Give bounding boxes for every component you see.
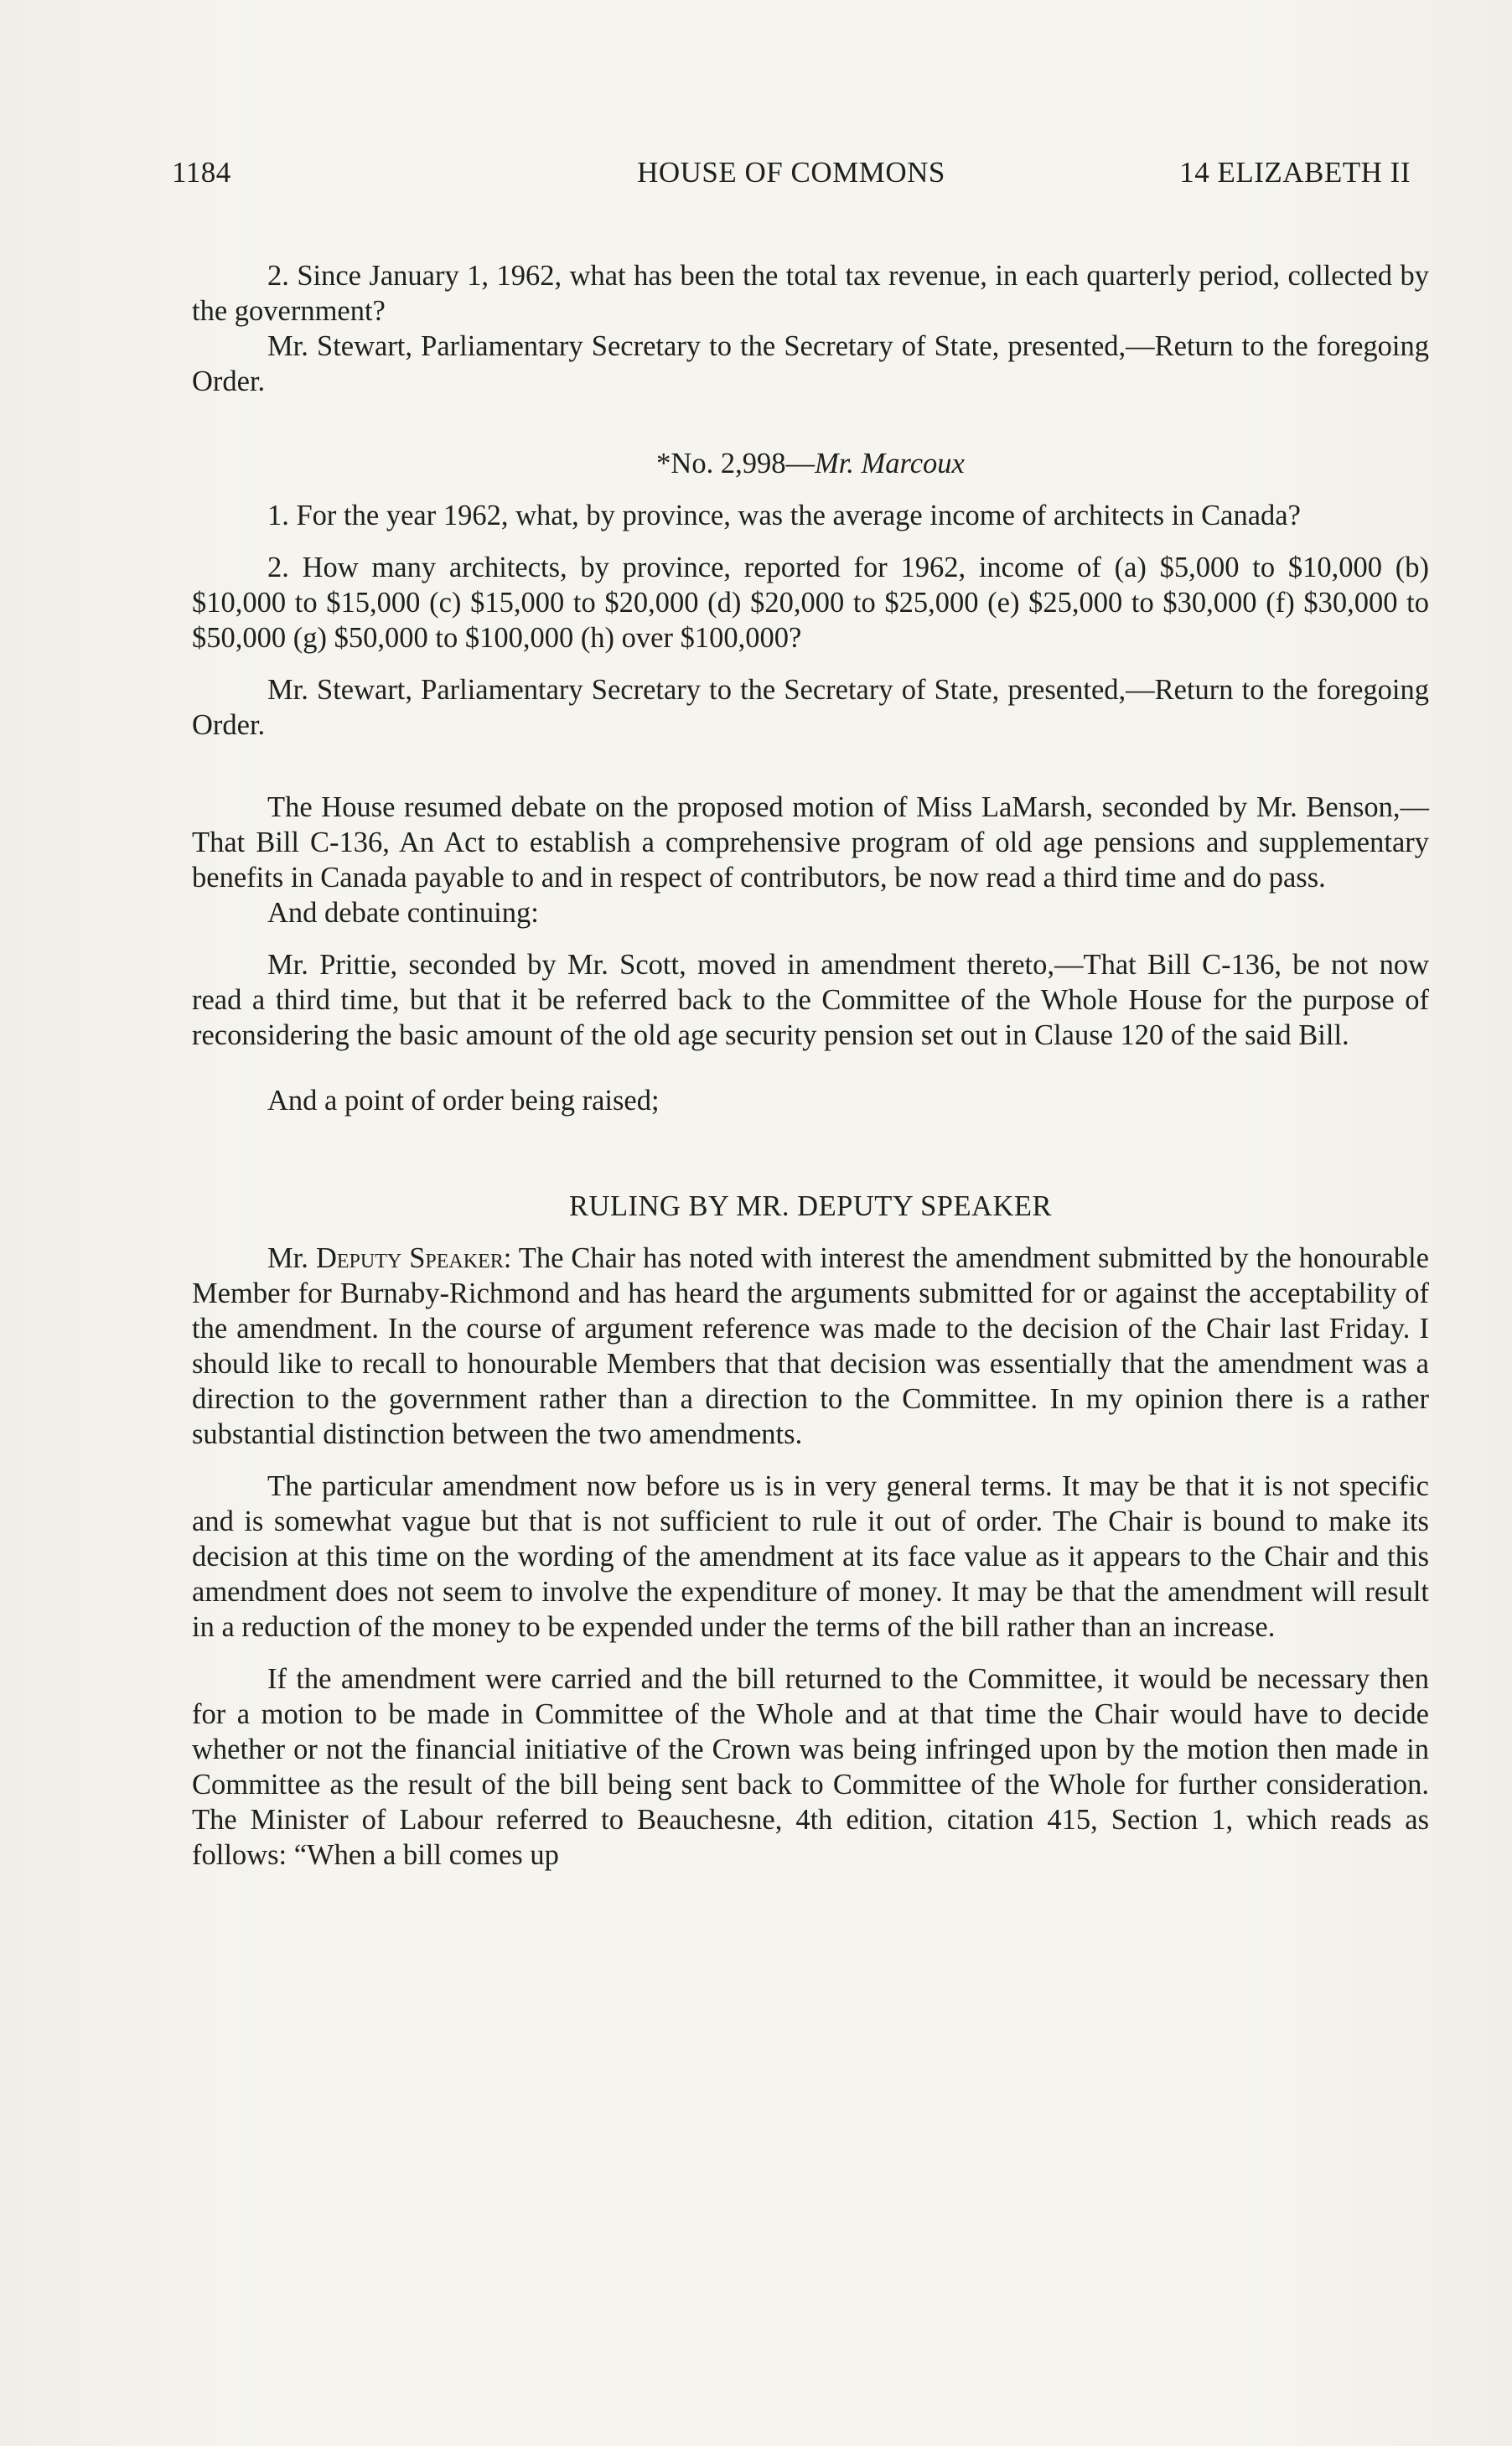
ruling-speaker-prefix: Mr. <box>267 1242 316 1274</box>
paragraph-question-1-architects: 1. For the year 1962, what, by province, was the average income of architects in Canada? <box>267 500 1301 531</box>
paragraph-return-2: Mr. Stewart, Parliamentary Secretary to the Secretary of State, presented,—Return to the foregoing Order. <box>192 674 1429 741</box>
paragraph-return-1: Mr. Stewart, Parliamentary Secretary to the Secretary of State, presented,—Return to the foregoing Order. <box>192 330 1429 397</box>
paragraph-question-2-tax-revenue: 2. Since January 1, 1962, what has been the total tax revenue, in each quarterly period, collected by the government? <box>192 260 1429 327</box>
question-member: Mr. Marcoux <box>814 448 965 479</box>
ruling-speaker-title: Deputy Speaker <box>315 1242 504 1274</box>
question-number: *No. 2,998— <box>656 448 815 479</box>
ruling-heading: RULING BY MR. DEPUTY SPEAKER <box>569 1190 1052 1222</box>
ruling-text-1: : The Chair has noted with interest the amendment submitted by the honourable Member for Burnaby-Richmond and has heard the arguments submitted for or against the acceptability of the amendment. In the course of argument reference was made to the decision of the Chair last Friday. I should like to recall to honourable Members that that decision was essentially that the amendment was a direction to the government rather than a direction to the Committee. In my opinion there is a rather substantial distinction between the two amendments. <box>192 1242 1429 1450</box>
header-session: 14 ELIZABETH II <box>1179 156 1411 189</box>
paragraph-ruling-1 <box>192 1241 1429 1452</box>
page-body <box>192 258 1429 1873</box>
page-number: 1184 <box>172 156 231 189</box>
paragraph-point-of-order: And a point of order being raised; <box>267 1085 660 1117</box>
paragraph-debate-resumed: The House resumed debate on the proposed motion of Miss LaMarsh, seconded by Mr. Benson,—That Bill C-136, An Act to establish a comprehensive program of old age pensions and supplementary benefits in Canada payable to and in respect of contributors, be now read a third time and do pass. <box>192 791 1429 894</box>
paragraph-ruling-3: If the amendment were carried and the bill returned to the Committee, it would be necessary then for a motion to be made in Committee of the Whole and at that time the Chair would have to decide whether or not the financial initiative of the Crown was being infringed upon by the motion then made in Committee as the result of the bill being sent back to Committee of the Whole for further consideration. The Minister of Labour referred to Beauchesne, 4th edition, citation 415, Section 1, which reads as follows: “When a bill comes up <box>192 1663 1429 1871</box>
paragraph-amendment: Mr. Prittie, seconded by Mr. Scott, moved in amendment thereto,—That Bill C-136, be not now read a third time, but that it be referred back to the Committee of the Whole House for the purpose of reconsidering the basic amount of the old age security pension set out in Clause 120 of the said Bill. <box>192 949 1429 1051</box>
paragraph-ruling-2: The particular amendment now before us is in very general terms. It may be that it is not specific and is somewhat vague but that is not sufficient to rule it out of order. The Chair is bound to make its decision at this time on the wording of the amendment at its face value as it appears to the Chair and this amendment does not seem to involve the expenditure of money. It may be that the amendment will result in a reduction of the money to be expended under the terms of the bill rather than an increase. <box>192 1470 1429 1643</box>
header-title: HOUSE OF COMMONS <box>637 156 945 189</box>
running-header <box>172 156 1411 193</box>
paragraph-question-2-architects: 2. How many architects, by province, reported for 1962, income of (a) $5,000 to $10,000 (b) $10,000 to $15,000 (c) $15,000 to $20,000 (d) $20,000 to $25,000 (e) $25,000 to $30,000 (f) $30,000 to $50,000 (g) $50,000 to $100,000 (h) over $100,000? <box>192 552 1429 654</box>
paragraph-debate-continuing: And debate continuing: <box>267 897 539 929</box>
question-number-heading <box>192 446 1429 481</box>
